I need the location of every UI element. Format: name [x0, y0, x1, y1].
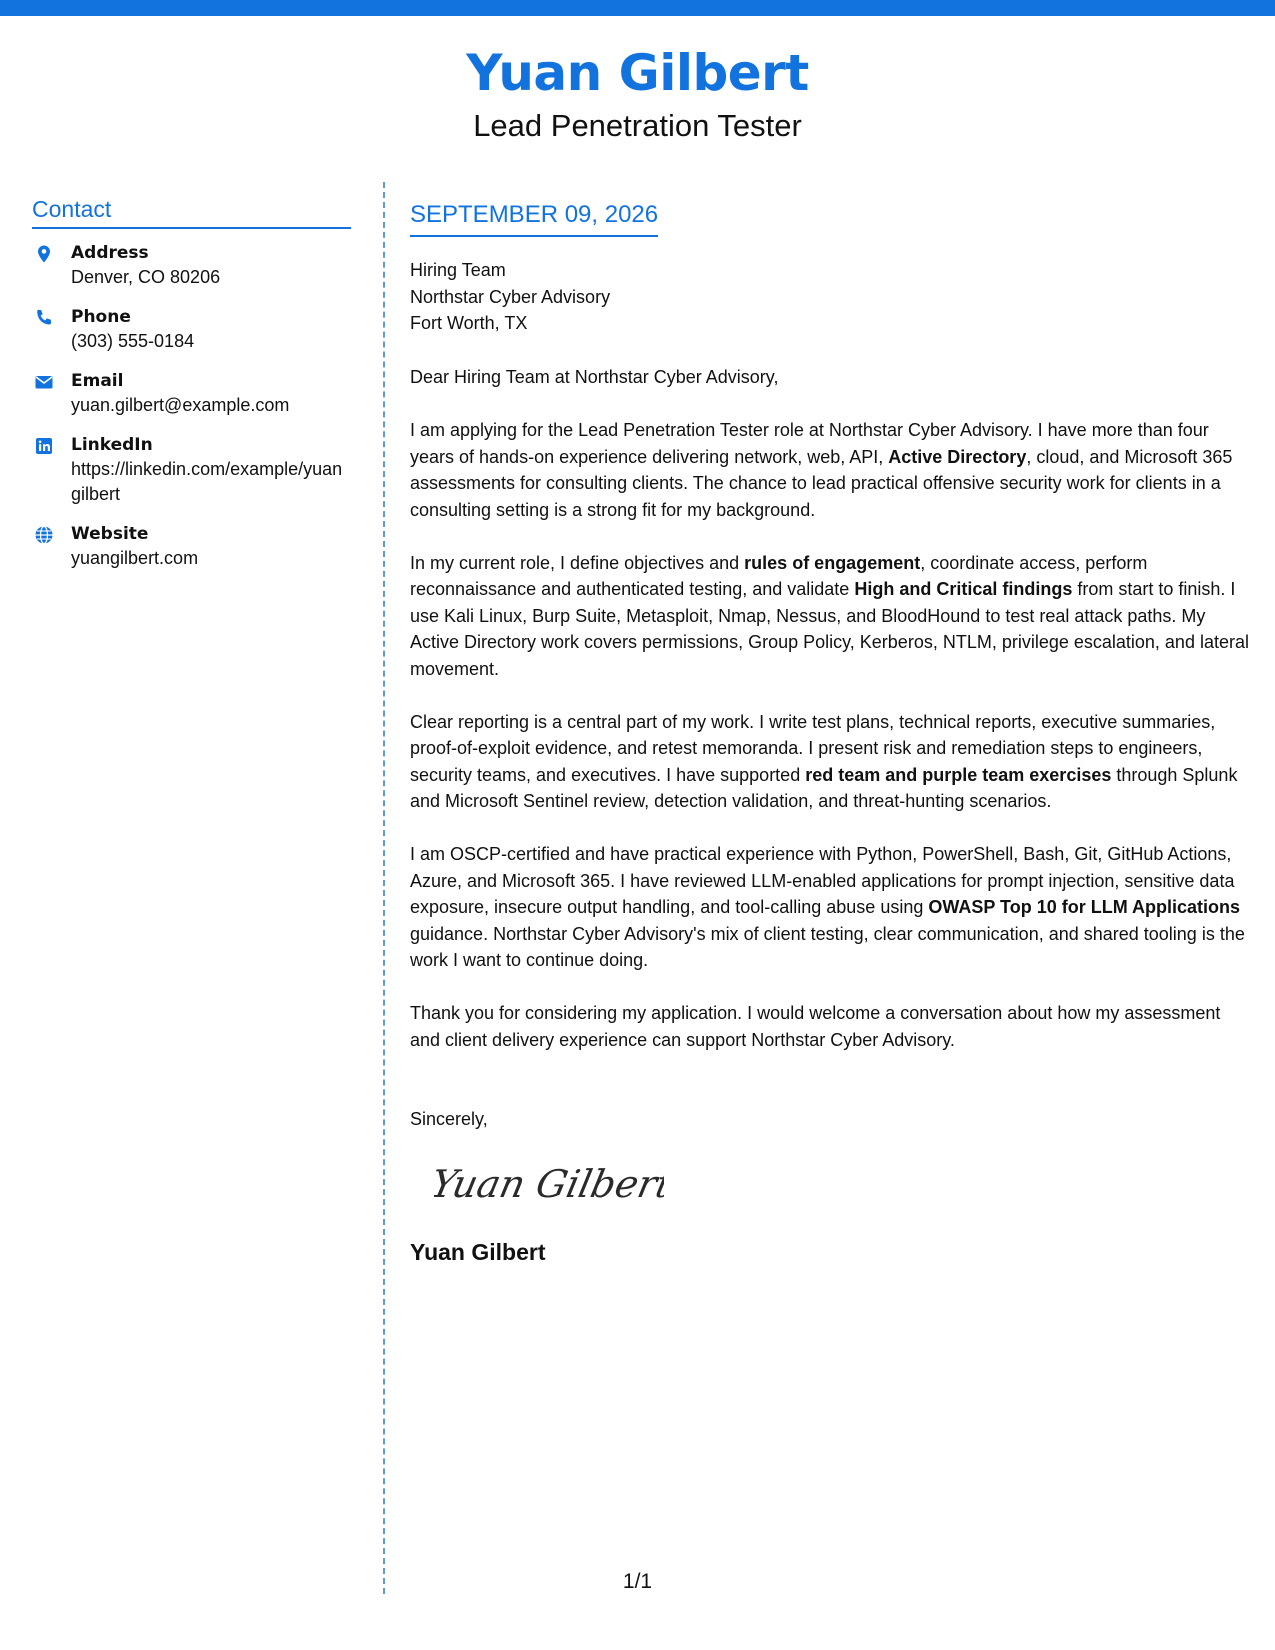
letter-date: SEPTEMBER 09, 2026 — [410, 198, 658, 237]
contact-value: (303) 555-0184 — [71, 331, 195, 351]
emphasis-text: High and Critical findings — [854, 579, 1073, 599]
linkedin-icon — [34, 436, 54, 456]
signature-text: Yuan Gilbert — [434, 1161, 664, 1207]
handwritten-signature — [434, 1153, 1254, 1215]
letter-paragraph — [410, 550, 1254, 683]
contact-item-website — [32, 522, 351, 571]
contact-value: Denver, CO 80206 — [71, 267, 221, 287]
paragraph-text: , coordinate access, perform reconnaissance and authenticated testing, and validate — [410, 552, 1148, 599]
phone-icon — [34, 308, 54, 328]
paragraph-text: Clear reporting is a central part of my work. I write test plans, technical reports, executive summaries, proof-of-exploit evidence, and retest memoranda. I present risk and remediation steps to engineers, security teams, and executives. I have supported — [410, 711, 1216, 785]
column-divider — [383, 182, 385, 1594]
contact-item-address — [32, 241, 351, 290]
applicant-title: Lead Penetration Tester — [473, 108, 802, 143]
contact-value[interactable]: yuan.gilbert@example.com — [71, 395, 290, 415]
paragraph-text: I am applying for the Lead Penetration Tester role at Northstar Cyber Advisory. I have more than four years of hands-on experience delivering network, web, API, — [410, 420, 1209, 467]
recipient-block — [410, 257, 1254, 337]
contact-item-phone — [32, 305, 351, 354]
emphasis-text: rules of engagement — [744, 552, 921, 573]
location-pin-icon — [34, 244, 54, 264]
letter-paragraph — [410, 709, 1254, 815]
contact-label: LinkedIn — [71, 435, 153, 455]
recipient-line: Northstar Cyber Advisory — [410, 286, 611, 307]
applicant-name: Yuan Gilbert — [466, 44, 809, 102]
contact-sidebar — [32, 194, 351, 586]
recipient-line: Fort Worth, TX — [410, 313, 528, 333]
paragraph-text: Thank you for considering my application. I would welcome a conversation about how my assessment and client delivery experience can support Northstar Cyber Advisory. — [410, 1003, 1221, 1050]
email-icon — [34, 372, 54, 392]
contact-label: Address — [71, 243, 149, 263]
closing: Sincerely, — [410, 1109, 488, 1129]
letter-paragraph — [410, 841, 1254, 974]
emphasis-text: Active Directory — [888, 446, 1027, 467]
paragraph-text: through Splunk and Microsoft Sentinel review, detection validation, and threat-hunting scenarios. — [410, 764, 1238, 811]
contact-label: Email — [71, 371, 124, 391]
header — [0, 40, 1275, 146]
contact-label: Website — [71, 524, 149, 544]
salutation: Dear Hiring Team at Northstar Cyber Advisory, — [410, 366, 779, 387]
contact-item-email — [32, 369, 351, 418]
top-accent-bar — [0, 0, 1275, 16]
contact-value[interactable]: yuangilbert.com — [71, 548, 199, 568]
paragraph-text: In my current role, I define objectives and — [410, 552, 745, 573]
emphasis-text: red team and purple team exercises — [805, 764, 1112, 785]
paragraph-text: guidance. Northstar Cyber Advisory's mix of client testing, clear communication, and shared tooling is the work I want to continue doing. — [410, 923, 1245, 970]
letter-paragraphs — [410, 417, 1254, 1053]
paragraph-text: I am OSCP-certified and have practical experience with Python, PowerShell, Bash, Git, GitHub Actions, Azure, and Microsoft 365. I have reviewed LLM-enabled applications for prompt injection, sensitive data exposure, insecure output handling, and tool-calling abuse using — [410, 844, 1235, 917]
globe-icon — [34, 525, 54, 545]
letter-body — [410, 198, 1254, 1267]
signature-image — [434, 1153, 664, 1215]
recipient-line: Hiring Team — [410, 260, 506, 280]
contact-heading: Contact — [32, 194, 351, 229]
letter-paragraph — [410, 417, 1254, 523]
paragraph-text: , cloud, and Microsoft 365 assessments for consulting clients. The chance to lead practical offensive security work for clients in a consulting setting is a strong fit for my background. — [410, 446, 1233, 520]
contact-label: Phone — [71, 307, 131, 327]
emphasis-text: OWASP Top 10 for LLM Applications — [928, 897, 1241, 917]
page-number: 1/1 — [622, 1570, 653, 1593]
contact-item-linkedin — [32, 433, 351, 507]
signer-name: Yuan Gilbert — [410, 1238, 546, 1265]
letter-paragraph — [410, 1000, 1254, 1053]
paragraph-text: from start to finish. I use Kali Linux, Burp Suite, Metasploit, Nmap, Nessus, and BloodHound to test real attack paths. My Active Directory work covers permissions, Group Policy, Kerberos, NTLM, privilege escalation, and lateral movement. — [410, 579, 1249, 679]
contact-value[interactable]: https://linkedin.com/example/yuangilbert — [71, 459, 343, 504]
